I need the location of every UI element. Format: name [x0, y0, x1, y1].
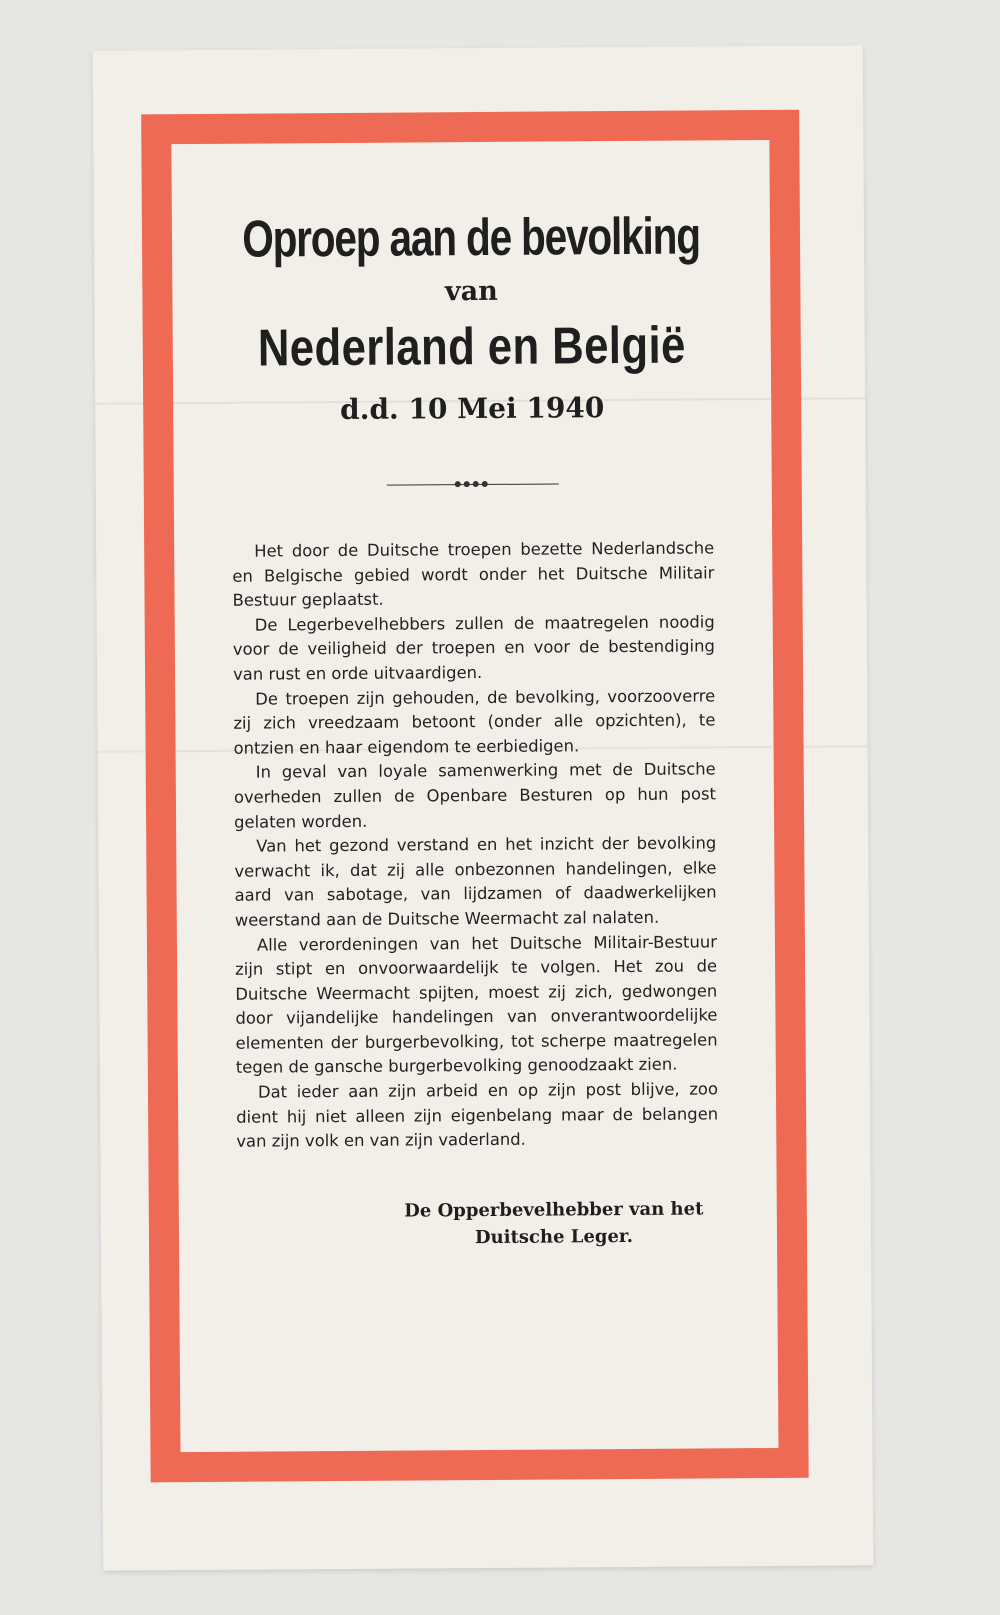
paragraph: Van het gezond verstand en het inzicht der bevolking verwacht ik, dat zij alle onbezonnen handelingen, elke aard van sabotage, van lijdzamen of daadwerkelijken weerstand aan de Duitsche Weermacht zal nalaten.: [234, 833, 717, 930]
signature-block: [389, 1195, 719, 1251]
paragraph: Alle verordeningen van het Duitsche Militair-Bestuur zijn stipt en onvoorwaardelijk te volgen. Het zou de Duitsche Weermacht spijten, moest zij zich, gedwongen door vijandelijke handelingen van onverantwoordelijke elementen der burgerbevolking, tot scherpe maatregelen tegen de gansche burgerbevolking genoodzaakt zien.: [235, 931, 718, 1078]
paragraph: De troepen zijn gehouden, de bevolking, voorzooverre zij zich vreedzaam betoont (onder alle opzichten), te ontzien en haar eigendom te eerbiedigen.: [233, 685, 716, 758]
poster-subtitle: Nederland en België: [257, 316, 686, 378]
title-connector: van: [444, 275, 498, 308]
paragraph: De Legerbevelhebbers zullen de maatregelen noodig voor de veiligheid der troepen en voor de bestendiging van rust en orde uitvaardigen.: [232, 612, 715, 684]
poster-sheet: [93, 45, 874, 1570]
ornament-dot: [455, 481, 461, 487]
signature-line: Duitsche Leger.: [474, 1225, 634, 1248]
paragraph: Dat ieder aan zijn arbeid en op zijn post blijve, zoo dient hij niet alleen zijn eigenbelang maar de belangen van zijn volk en van zijn vaderland.: [236, 1079, 719, 1151]
proclamation-body: [232, 536, 718, 1154]
signature-line: De Opperbevelhebber van het: [404, 1198, 704, 1222]
ornament-divider: [387, 477, 559, 492]
ornament-dot: [482, 481, 488, 487]
ornament-dot: [473, 481, 479, 487]
ornament-dot: [464, 481, 470, 487]
poster-title: Oproep aan de bevolking: [241, 207, 701, 269]
poster-date: d.d. 10 Mei 1940: [339, 391, 605, 426]
paragraph: In geval van loyale samenwerking met de Duitsche overheden zullen de Openbare Besturen op hun post gelaten worden.: [233, 759, 716, 832]
paragraph: Het door de Duitsche troepen bezette Nederlandsche en Belgische gebied wordt onder het Duitsche Militair Bestuur geplaatst.: [232, 538, 715, 610]
poster-content: [171, 140, 778, 1452]
